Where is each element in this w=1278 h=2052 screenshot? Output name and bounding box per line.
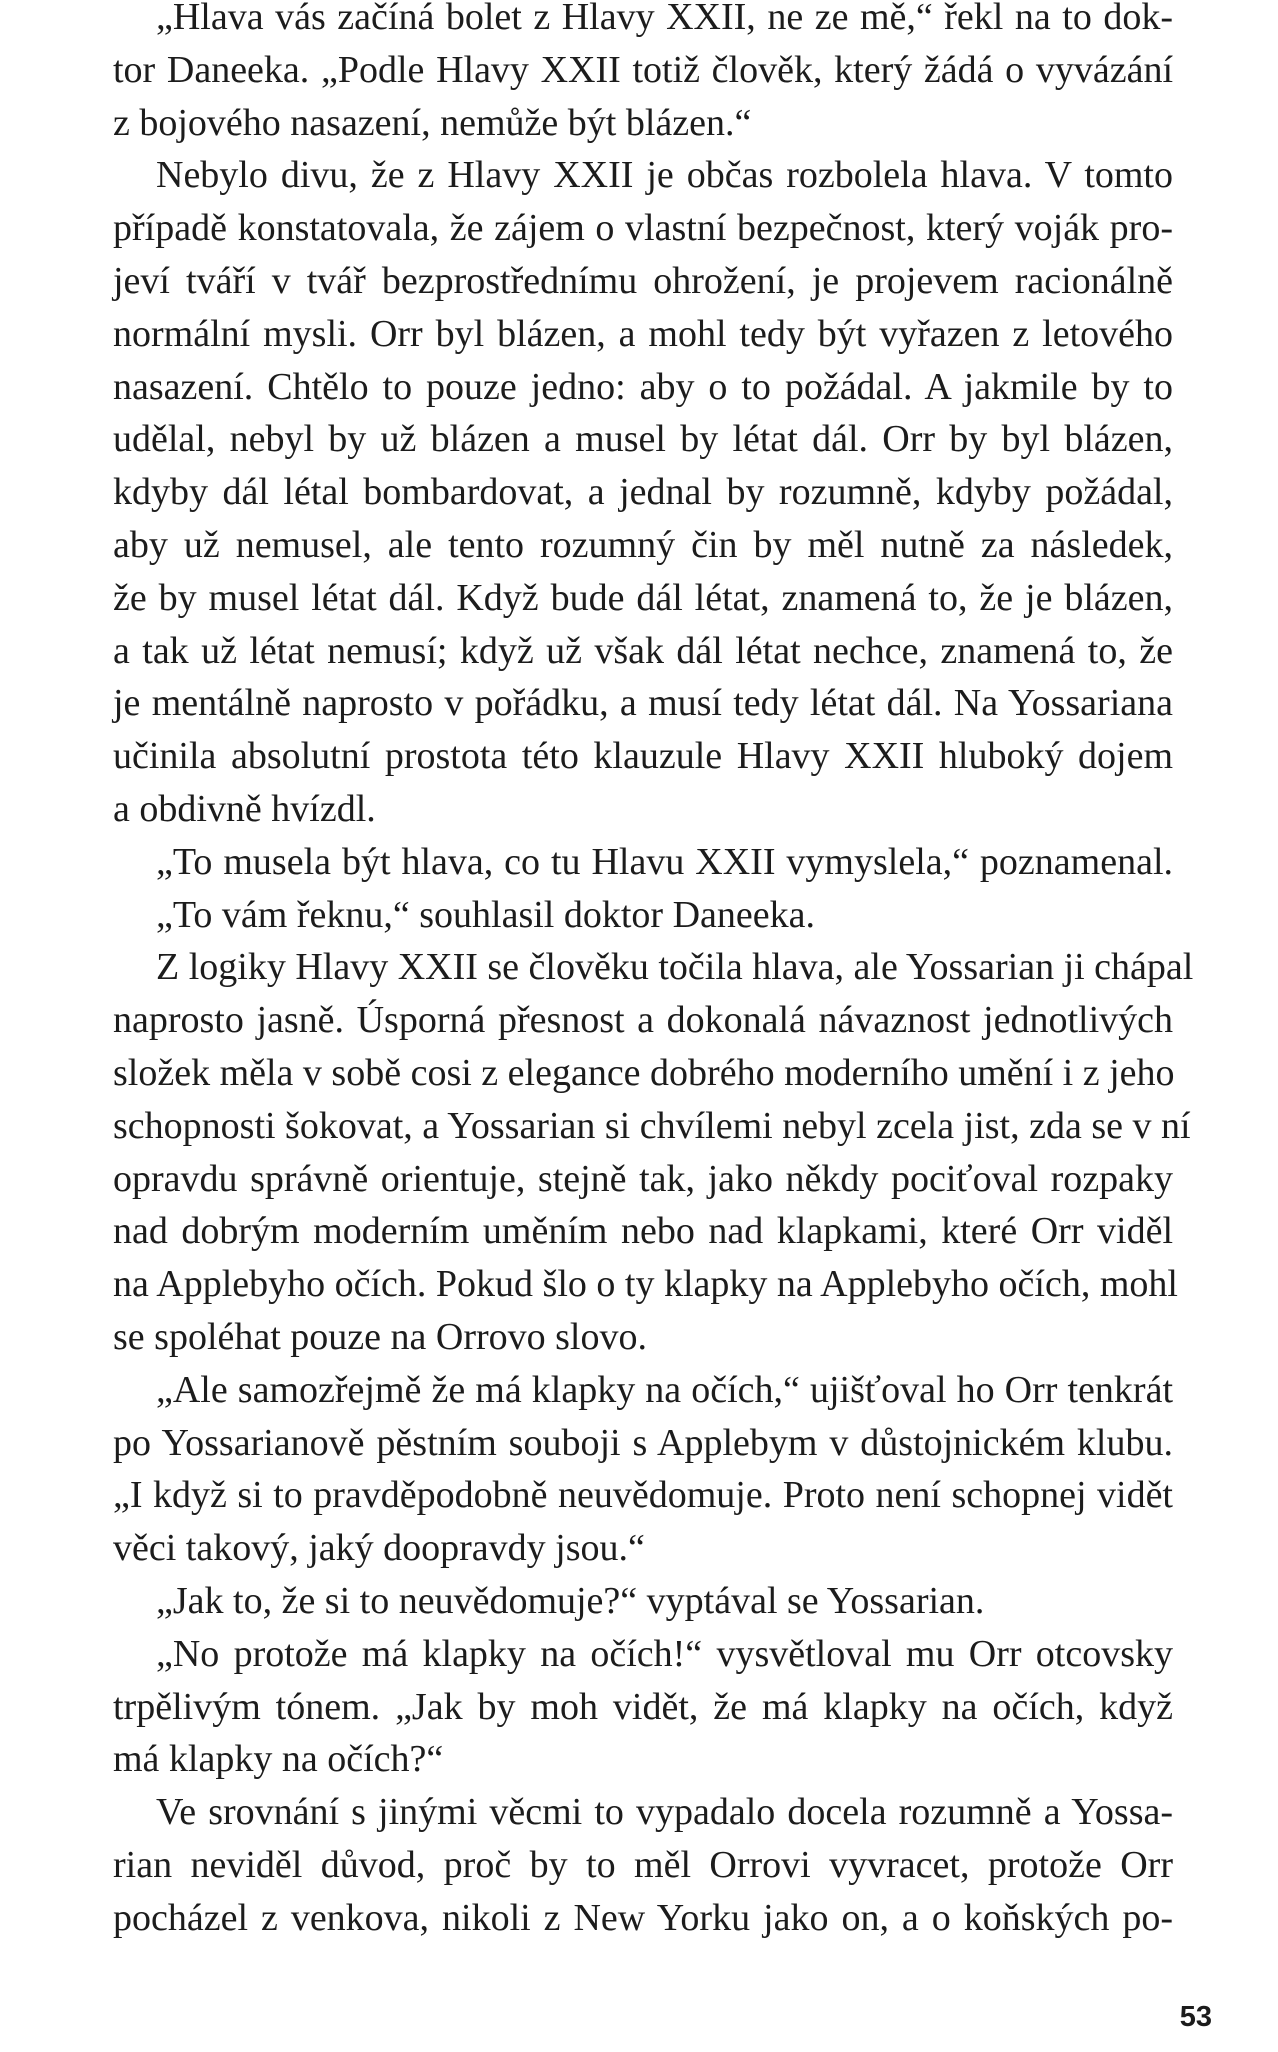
text-line: a obdivně hvízdl.: [113, 787, 376, 830]
text-line: rian neviděl důvod, proč by to měl Orrovi vyvracet, protože Orr: [113, 1843, 1173, 1886]
text-line: „To vám řeknu,“ souhlasil doktor Daneeka.: [156, 893, 815, 936]
text-line: že by musel létat dál. Když bude dál létat, znamená to, že je blázen,: [113, 576, 1173, 619]
text-line: jeví tváří v tvář bezprostřednímu ohrožení, je projevem racionálně: [113, 259, 1173, 302]
text-line: nad dobrým moderním uměním nebo nad klapkami, které Orr viděl: [113, 1210, 1173, 1253]
page-text: [113, 0, 1194, 1944]
text-line: Z logiky Hlavy XXII se člověku točila hlava, ale Yossarian ji chápal: [156, 946, 1194, 989]
text-line: „Hlava vás začíná bolet z Hlavy XXII, ne ze mě,“ řekl na to dok-: [156, 0, 1173, 38]
text-line: „No protože má klapky na očích!“ vysvětloval mu Orr otcovsky: [156, 1632, 1173, 1675]
text-line: je mentálně naprosto v pořádku, a musí tedy létat dál. Na Yossariana: [113, 682, 1173, 725]
text-line: opravdu správně orientuje, stejně tak, jako někdy pociťoval rozpaky: [113, 1157, 1173, 1200]
text-line: naprosto jasně. Úsporná přesnost a dokonalá návaznost jednotlivých: [113, 999, 1173, 1042]
text-line: Nebylo divu, že z Hlavy XXII je občas rozbolela hlava. V tomto: [156, 154, 1173, 197]
text-line: Ve srovnání s jinými věcmi to vypadalo docela rozumně a Yossa-: [156, 1791, 1173, 1834]
text-line: věci takový, jaký doopravdy jsou.“: [113, 1527, 645, 1570]
text-line: z bojového nasazení, nemůže být blázen.“: [113, 101, 752, 144]
text-line: nasazení. Chtělo to pouze jedno: aby o to požádal. A jakmile by to: [113, 365, 1173, 408]
text-line: schopnosti šokovat, a Yossarian si chvílemi nebyl zcela jist, zda se v ní: [113, 1104, 1191, 1147]
text-line: „I když si to pravděpodobně neuvědomuje. Proto není schopnej vidět: [113, 1474, 1173, 1517]
text-line: tor Daneeka. „Podle Hlavy XXII totiž člověk, který žádá o vyvázání: [113, 48, 1173, 91]
text-line: „To musela být hlava, co tu Hlavu XXII vymyslela,“ poznamenal.: [156, 840, 1173, 883]
text-line: kdyby dál létal bombardovat, a jednal by rozumně, kdyby požádal,: [113, 471, 1173, 514]
text-line: normální mysli. Orr byl blázen, a mohl tedy být vyřazen z letového: [113, 312, 1173, 355]
text-line: na Applebyho očích. Pokud šlo o ty klapky na Applebyho očích, mohl: [113, 1263, 1178, 1306]
text-line: má klapky na očích?“: [113, 1738, 444, 1781]
text-line: se spoléhat pouze na Orrovo slovo.: [113, 1315, 647, 1358]
page-number: 53: [1179, 2001, 1212, 2033]
text-line: „Ale samozřejmě že má klapky na očích,“ ujišťoval ho Orr tenkrát: [156, 1368, 1173, 1411]
text-line: aby už nemusel, ale tento rozumný čin by měl nutně za následek,: [113, 523, 1173, 566]
text-line: učinila absolutní prostota této klauzule Hlavy XXII hluboký dojem: [113, 735, 1173, 778]
text-line: trpělivým tónem. „Jak by moh vidět, že má klapky na očích, když: [113, 1685, 1173, 1728]
text-line: pocházel z venkova, nikoli z New Yorku jako on, a o koňských po-: [113, 1896, 1173, 1939]
text-line: a tak už létat nemusí; když už však dál létat nechce, znamená to, že: [113, 629, 1173, 672]
text-line: případě konstatovala, že zájem o vlastní bezpečnost, který voják pro-: [113, 207, 1173, 250]
text-line: po Yossarianově pěstním souboji s Applebym v důstojnickém klubu.: [113, 1421, 1173, 1464]
text-line: složek měla v sobě cosi z elegance dobrého moderního umění i z jeho: [113, 1051, 1175, 1094]
text-line: udělal, nebyl by už blázen a musel by létat dál. Orr by byl blázen,: [113, 418, 1173, 461]
text-line: „Jak to, že si to neuvědomuje?“ vyptával se Yossarian.: [156, 1579, 985, 1622]
